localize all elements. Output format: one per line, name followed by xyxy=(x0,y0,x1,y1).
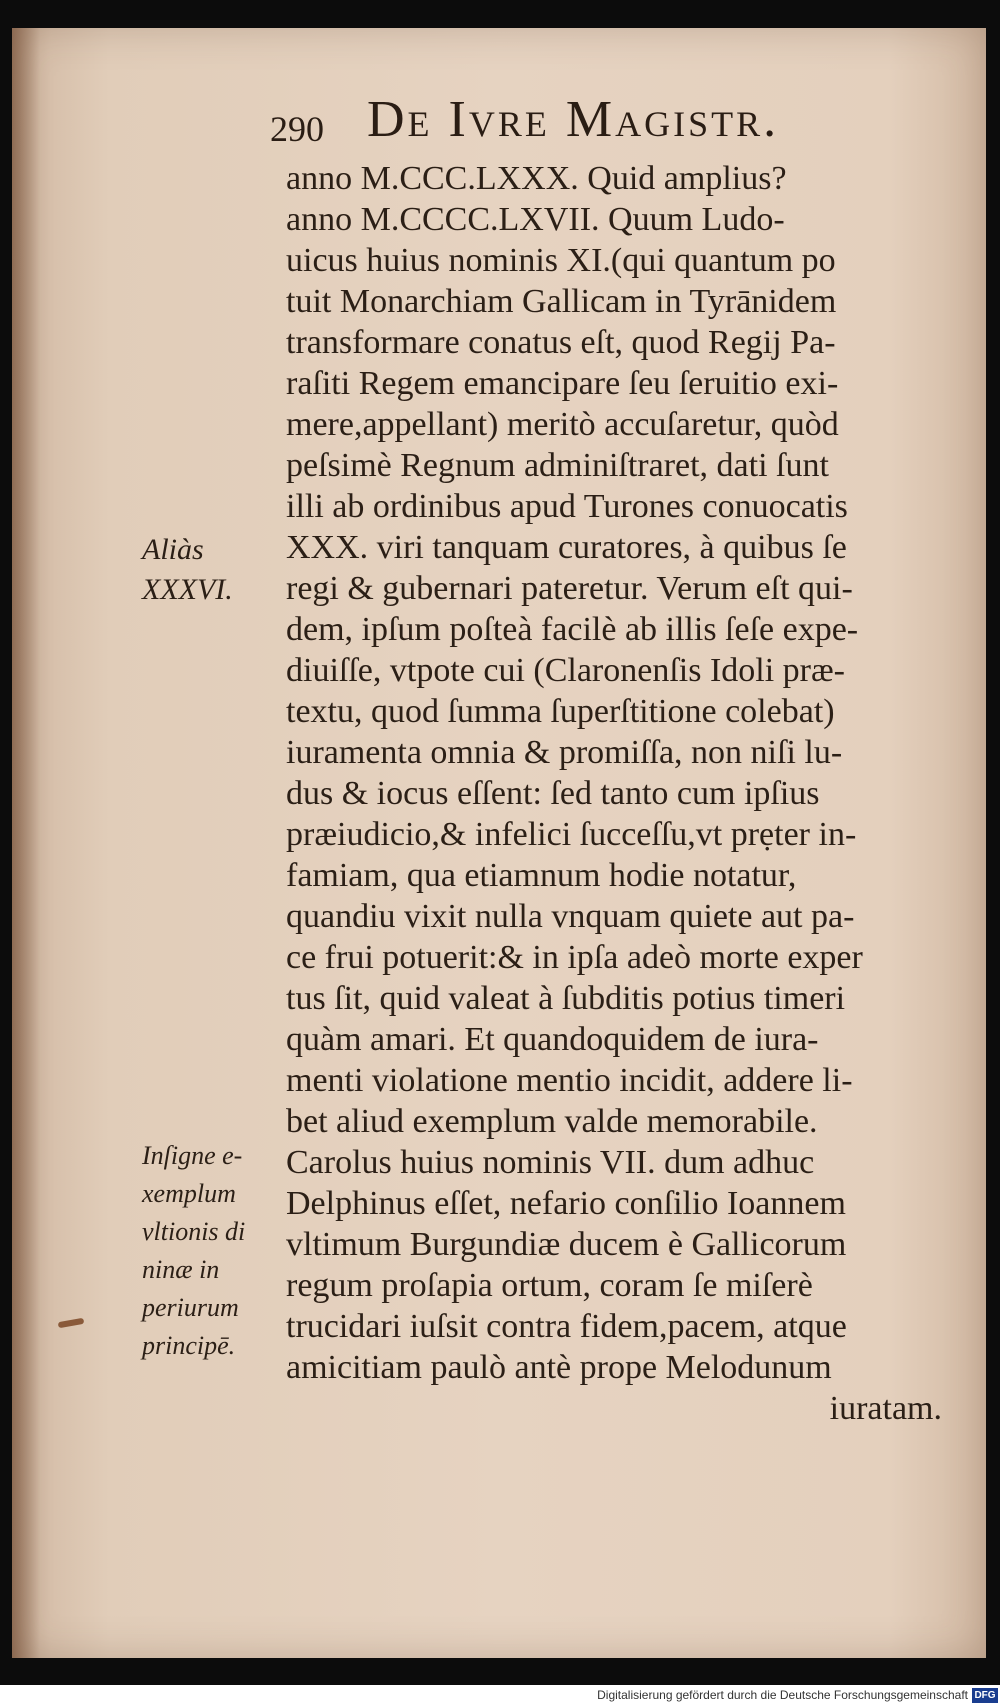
body-line-11: regi & gubernari pateretur. Verum eſt qui- xyxy=(286,570,853,607)
body-line-17: præiudicio,& infelici ſucceſſu,vt prẹter in- xyxy=(286,816,857,853)
margin-note-line: principē. xyxy=(142,1331,236,1360)
digitization-credit: Digitalisierung gefördert durch die Deutsche Forschungsgemeinschaft xyxy=(597,1688,968,1702)
body-line-7: mere,appellant) meritò accuſaretur, quòd xyxy=(286,406,839,443)
body-line-6: raſiti Regem emancipare ſeu ſeruitio exi- xyxy=(286,365,839,402)
margin-note-line: Inſigne e- xyxy=(142,1141,243,1170)
body-line-12: dem, ipſum poſteà facilè ab illis ſeſe expe- xyxy=(286,611,859,648)
margin-note-line: XXXVI. xyxy=(142,573,233,606)
body-line-5: transformare conatus eſt, quod Regij Pa- xyxy=(286,324,836,361)
margin-note-line: periurum xyxy=(142,1293,239,1322)
body-line-9: illi ab ordinibus apud Turones conuocatis xyxy=(286,488,848,525)
body-line-14: textu, quod ſumma ſuperſtitione colebat) xyxy=(286,693,835,730)
margin-note-line: vltionis di xyxy=(142,1217,246,1246)
running-title: De Ivre Magistr. xyxy=(367,91,780,148)
body-line-27: vltimum Burgundiæ ducem è Gallicorum xyxy=(286,1226,847,1263)
body-line-30: amicitiam paulò antè prope Melodunum xyxy=(286,1349,832,1386)
body-line-8: peſsimè Regnum adminiſtraret, dati ſunt xyxy=(286,447,829,484)
body-line-18: famiam, qua etiamnum hodie notatur, xyxy=(286,857,797,894)
body-line-1: anno M.CCC.LXXX. Quid amplius? xyxy=(286,160,787,197)
body-line-4: tuit Monarchiam Gallicam in Tyrānidem xyxy=(286,283,837,320)
body-line-2: anno M.CCCC.LXVII. Quum Ludo- xyxy=(286,201,785,238)
margin-note-line: xemplum xyxy=(142,1179,236,1208)
body-line-24: bet aliud exemplum valde memorabile. xyxy=(286,1103,818,1140)
body-line-13: diuiſſe, vtpote cui (Claronenſis Idoli præ- xyxy=(286,652,846,689)
page-gutter-shadow xyxy=(12,28,40,1658)
body-line-16: dus & iocus eſſent: ſed tanto cum ipſius xyxy=(286,775,820,812)
body-line-23: menti violatione mentio incidit, addere li- xyxy=(286,1062,853,1099)
body-line-19: quandiu vixit nulla vnquam quiete aut pa- xyxy=(286,898,855,935)
body-line-21: tus ſit, quid valeat à ſubditis potius timeri xyxy=(286,980,846,1017)
dfg-logo: DFG xyxy=(972,1688,998,1703)
body-line-29: trucidari iuſsit contra fidem,pacem, atque xyxy=(286,1308,847,1345)
body-line-25: Carolus huius nominis VII. dum adhuc xyxy=(286,1144,815,1181)
body-line-26: Delphinus eſſet, nefario conſilio Ioannem xyxy=(286,1185,846,1222)
body-line-31: iuratam. xyxy=(829,1390,942,1427)
margin-note-alias xyxy=(142,530,282,620)
body-line-15: iuramenta omnia & promiſſa, non niſi lu- xyxy=(286,734,843,771)
running-head xyxy=(270,78,910,158)
body-line-20: ce frui potuerit:& in ipſa adeò morte exper xyxy=(286,939,863,976)
body-line-3: uicus huius nominis XI.(qui quantum po xyxy=(286,242,836,279)
body-line-22: quàm amari. Et quandoquidem de iura- xyxy=(286,1021,819,1058)
margin-note-insigne xyxy=(142,1136,282,1376)
body-line-10: XXX. viri tanquam curatores, à quibus ſe xyxy=(286,529,847,566)
margin-note-line: Aliàs xyxy=(142,533,204,566)
page-number: 290 xyxy=(270,109,324,149)
body-line-28: regum proſapia ortum, coram ſe miſerè xyxy=(286,1267,813,1304)
margin-note-line: ninæ in xyxy=(142,1255,220,1284)
footer-bar xyxy=(0,1685,1000,1707)
